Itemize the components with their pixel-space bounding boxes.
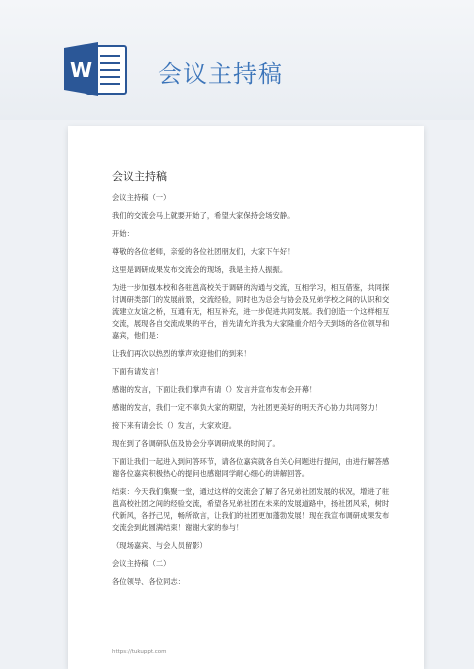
paragraph: 开始： <box>112 229 134 238</box>
paragraph: 让我们再次以热烈的掌声欢迎他们的到来！ <box>112 349 251 358</box>
paragraph: 尊敬的各位老师，亲爱的各位社团朋友们，大家下午好！ <box>112 247 295 256</box>
document-page <box>68 126 424 669</box>
paragraph: 各位领导、各位同志： <box>112 577 185 586</box>
paragraph: 我们的交流会马上就要开始了，希望大家保持会场安静。 <box>112 211 295 220</box>
banner-title: 会议主持稿 <box>158 60 283 88</box>
paragraph: 会议主持稿（一） <box>112 193 171 202</box>
paragraph: 结束：今天我们集聚一堂，通过这样的交流会了解了各兄弟社团发展的状况，增进了驻邕高校社团之间的经验交流，希望各兄弟社团在未来的发展道路中，扬社团风采，树时代新风，各抒己见，畅所欲言，让我们的社团更加蓬勃发展！现在我宣布调研成果发布交流会到此圆满结束！谢谢大家的参与！ <box>112 487 390 532</box>
document-title: 会议主持稿 <box>112 170 167 183</box>
paragraph: 现在到了各调研队伍及协会分享调研成果的时间了。 <box>112 439 280 448</box>
paragraph: 感谢的发言，我们一定不辜负大家的期望，为社团更美好的明天齐心协力共同努力！ <box>112 403 382 412</box>
paragraph: 下面让我们一起进入到问答环节，请各位嘉宾就各自关心问题进行提问，由进行解答感谢各位嘉宾积极热心的提问也感谢同学耐心细心的讲解回答。 <box>112 457 390 478</box>
paragraph: （现场嘉宾、与会人员留影） <box>112 541 207 550</box>
paragraph: 会议主持稿（二） <box>112 559 171 568</box>
word-document-icon <box>62 40 128 98</box>
footer-url: https://tukuppt.com <box>112 649 167 655</box>
header-banner <box>0 0 474 120</box>
paragraph: 为进一步加强本校和各驻邕高校关于调研的沟通与交流，互相学习，相互借鉴，共同探讨调研类部门的发展前景，交流经验，同时也为总会与协会及兄弟学校之间的认识和交流建立友谊之桥，互通有无，相互补充，进一步促进共同发展。我们创造一个这样相互交流，展现各自交流成果的平台，首先请允许我为大家隆重介绍今天到场的各位领导和嘉宾，他们是： <box>112 283 390 340</box>
paragraph: 接下来有请会长（）发言，大家欢迎。 <box>112 421 237 430</box>
svg-text:W: W <box>69 58 93 82</box>
document-body <box>112 192 392 594</box>
paragraph: 下面有请发言！ <box>112 367 164 376</box>
paragraph: 这里是调研成果发布交流会的现场，我是主持人振振。 <box>112 265 288 274</box>
paragraph: 感谢的发言，下面让我们掌声有请（）发言并宣布发布会开幕！ <box>112 385 317 394</box>
